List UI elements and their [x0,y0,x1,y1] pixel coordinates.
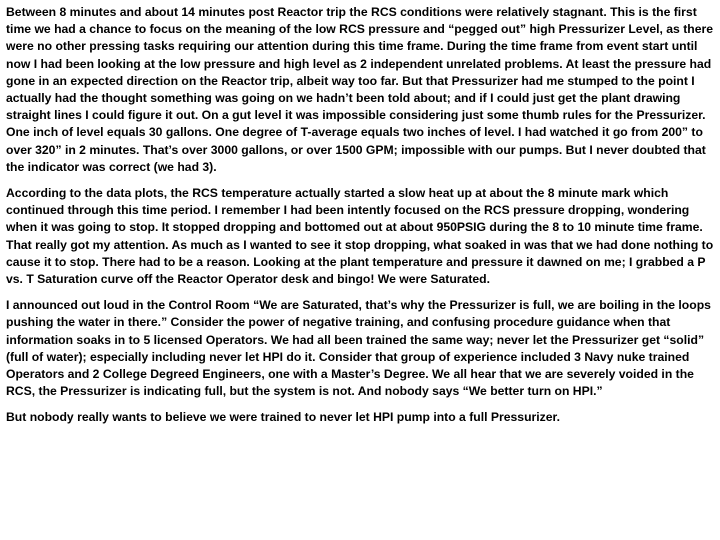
document-body [6,4,716,436]
paragraph-conclusion: But nobody really wants to believe we were trained to never let HPI pump into a full Pressurizer. [6,410,560,425]
paragraph-control-room-announcement: I announced out loud in the Control Room “We are Saturated, that’s why the Pressurizer is full, we are boiling in the loops pushing the water in there.” Consider the power of negative training, and confusing procedure guidance when that information soaks in to 5 licensed Operators. We had all been trained the same way; never let the Pressurizer get “solid” (full of water); especially including never let HPI do it. Consider that group of experience included 3 Navy nuke trained Operators and 2 College Degreed Engineers, one with a Master’s Degree. We all hear that we are severely voided in the RCS, the Pressurizer is indicating full, but the system is not. And nobody says “We better turn on HPI.” [6,298,711,399]
paragraph-saturation-discovery: According to the data plots, the RCS temperature actually started a slow heat up at about the 8 minute mark which continued through this time period. I remember I had been intently focused on the RCS pressure dropping, wondering when it was going to stop. It stopped dropping and bottomed out at about 950PSIG during the 8 to 10 minute time frame. That really got my attention. As much as I wanted to see it stop dropping, what soaked in was that we had done nothing to cause it to stop. There had to be a reason. Looking at the plant temperature and pressure it dawned on me; I grabbed a P vs. T Saturation curve off the Reactor Operator desk and bingo! We were Saturated. [6,186,714,287]
paragraph-stagnant-conditions: Between 8 minutes and about 14 minutes post Reactor trip the RCS conditions were relatively stagnant. This is the first time we had a chance to focus on the meaning of the low RCS pressure and “pegged out” high Pressurizer Level, as there were no other pressing tasks requiring our attention during this time frame. During the time frame from event start until now I had been looking at the low pressure and high level as 2 independent unrelated problems. At least the pressure had gone in an expected direction on the Reactor trip, albeit way too far. But that Pressurizer had me stumped to the point I actually had the thought something was going on we hadn’t been told about; and if I could just get the plant drawing straight lines I could figure it out. On a gut level it was impossible considering just some thumb rules for the Pressurizer. One inch of level equals 30 gallons. One degree of T-average equals two inches of level. I had watched it go from 200” to over 320” in 2 minutes. That’s over 3000 gallons, or over 1500 GPM; impossible with our pumps. But I never doubted that the indicator was correct (we had 3). [6,5,714,174]
